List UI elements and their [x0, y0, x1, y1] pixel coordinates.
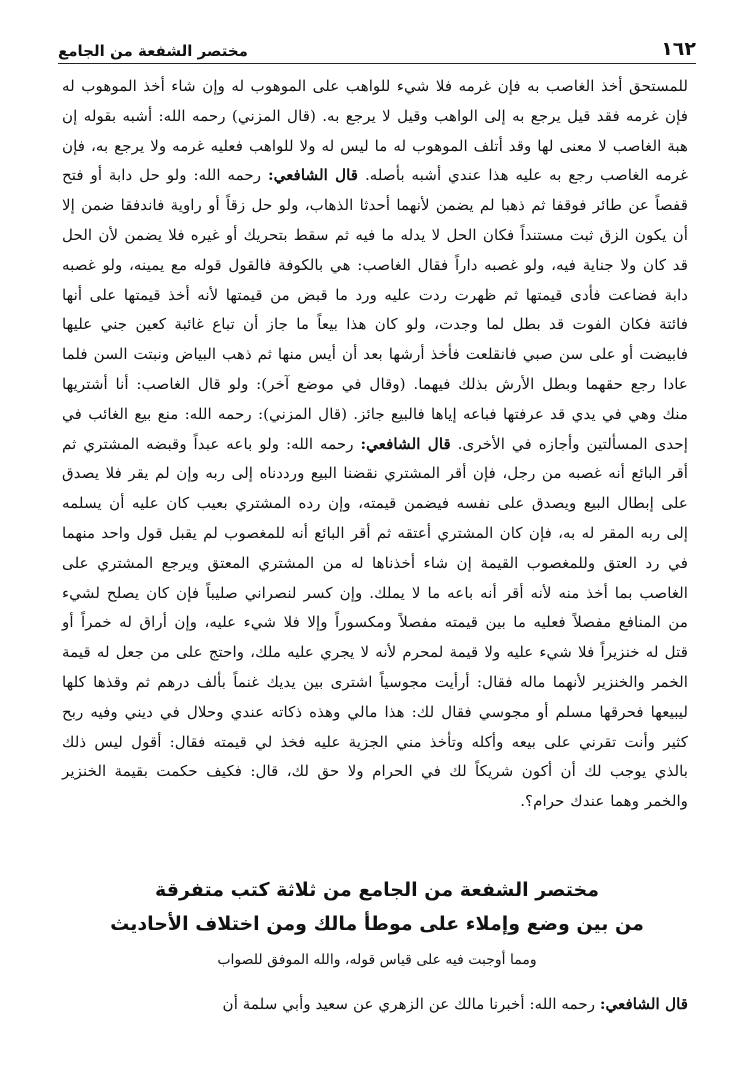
speaker-shafii-1: قال الشافعي: [267, 166, 359, 185]
body-text-1: للمستحق أخذ الغاصب به فإن غرمه فلا شيء للواهب على الموهوب له وإن شاء أخذ الموهوب له فإن غرمه فقد قيل يرجع به إلى الواهب وقيل لا يرجع به. (قال المزني) رحمه الله: أشبه بقوله إن هبة الغاصب لا معنى لها وقد أتلف الموهوب له ما ليس له ولا للواهب فعليه غرمه ولا يرجع به، فإن غرمه الغاصب رجع به عليه هذا عندي أشبه بأصله. [62, 77, 689, 185]
speaker-shafii-2: قال الشافعي: [360, 434, 451, 453]
section-title-line-2: من بين وضع وإملاء على موطأ مالك ومن اختلاف الأحاديث [110, 913, 644, 935]
section-heading [60, 873, 694, 975]
page-header [58, 26, 696, 60]
section-title-line-1: مختصر الشفعة من الجامع من ثلاثة كتب متفرقة [154, 879, 599, 901]
page-number: ١٦٢ [661, 38, 696, 60]
speaker-shafii-3: قال الشافعي: [599, 995, 688, 1013]
body-paragraph [62, 72, 688, 817]
closing-text: رحمه الله: أخبرنا مالك عن الزهري عن سعيد وأبي سلمة أن [222, 995, 596, 1013]
body-text-3: رحمه الله: ولو باعه عبداً وقبضه المشتري ثم أقر البائع أنه غصبه من رجل، فإن أقر المشتري نقضنا البيع ورددناه إلى ربه وإن لم يقر فلا يصدق على إبطال البيع ويصدق على نفسه فيضمن قيمته، وإن رده المشتري بعيب كان عليه أن يسلمه إلى ربه المقر له به، فإن كان المشتري أعتقه ثم أقر البائع أنه للمغصوب لم يقبل قول واحد منهما في رد العتق وللمغصوب القيمة إن شاء أخذناها له من المشتري المعتق ويرجع المشتري على الغاصب بما أخذ منه لأنه أقر أنه باعه ما لا يملك. وإن كسر لنصراني صليباً فإن كان يصلح لشيء من المنافع مفصلاً فعليه ما بين قيمته مفصلاً ومكسوراً وإلا فلا شيء عليه، وإن أراق له خمراً أو قتل له خنزيراً فلا شيء عليه ولا قيمة لمحرم لأنه لا يجري عليه ملك، واحتج على من جعل له قيمة الخمر والخنزير لأنهما ماله فقال: أرأيت مجوسياً اشترى بين يديك غنماً بألف درهم ثم وقذها كلها ليبيعها فحرقها مسلم أو مجوسي فقال لك: هذا مالي وهذه ذكاته عندي وحلال في ديني وفيه ربح كثير وأنت تقرني على بيعه وأكله وتأخذ مني الجزية عليه فخذ لي قيمته فقال: أقول ليس ذلك بالذي يوجب لك أن أكون شريكاً لك في الحرام ولا حق لك، قال: فكيف حكمت بقيمة الخنزير والخمر وهما عندك حرام؟. [62, 434, 688, 811]
running-title: مختصر الشفعة من الجامع [58, 42, 248, 60]
body-text-2: رحمه الله: ولو حل دابة أو فتح قفصاً عن طائر فوقفا ثم ذهبا لم يضمن لأنهما أحدثا الذهاب، ولو حل زقاً أو راوية فاندفقا ضمن إلا أن يكون الزق ثبت مستنداً فكان الحل لا يدله ما فيه ثم سقط بتحريك أو غيره فلا يضمن لأن الحل قد كان ولا جناية فيه، ولو غصبه داراً فقال الغاصب: هي بالكوفة فالقول قوله مع يمينه، ولو غصبه دابة فضاعت فأدى قيمتها ثم ظهرت ردت عليه ورد ما قبض من قيمتها لأنه أخذ قيمتها على أنها فائتة فكان الفوت قد بطل لما وجدت، ولو كان هذا بيعاً ما جاز أن تباع غائبة كعين جني عليها فابيضت أو على سن صبي فانقلعت فأخذ أرشها بعد أن أيس منها ثم ذهب البياض ونبتت السن فلما عادا رجع حقهما وبطل الأرش بذلك فيهما. (وقال في موضع آخر): ولو قال الغاصب: أنا أشتريها منك وهي في يدي قد عرفتها فباعه إياها فالبيع جائز. (قال المزني): رحمه الله: منع بيع الغائب في إحدى المسألتين وأجازه في الأخرى. [62, 166, 688, 453]
section-note: ومما أوجبت فيه على قياس قوله، والله الموفق للصواب [217, 952, 537, 968]
main-text [62, 72, 688, 817]
closing-paragraph [62, 990, 688, 1020]
header-rule [58, 63, 696, 64]
